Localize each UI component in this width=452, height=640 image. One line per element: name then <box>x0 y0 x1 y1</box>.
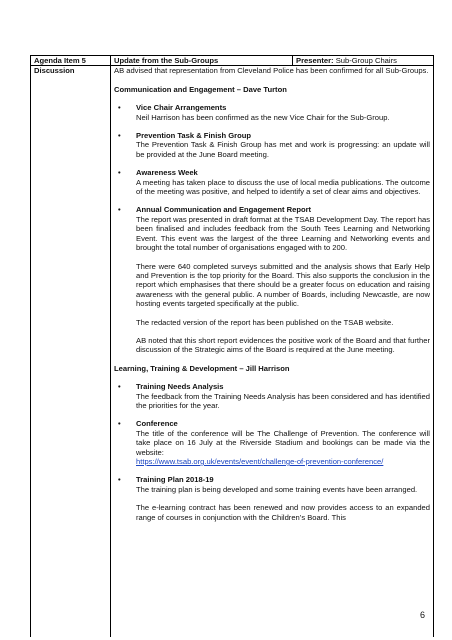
agenda-item-cell: Agenda Item 5 <box>31 56 111 66</box>
list-item <box>114 419 430 466</box>
bullet-icon: • <box>118 382 121 392</box>
item-heading: Annual Communication and Engagement Report <box>136 205 312 215</box>
item-title-cell: Update from the Sub-Groups <box>111 56 293 66</box>
intro-paragraph: AB advised that representation from Cleveland Police has been confirmed for all Sub-Groups. <box>114 66 429 76</box>
list-item <box>114 131 430 159</box>
header-row <box>31 56 434 66</box>
training-list <box>114 382 430 494</box>
bullet-icon: • <box>118 168 121 178</box>
ab-note-paragraph: AB noted that this short report evidences the positive work of the Board and that further discussion of the Strategic aims of the Board is required at the June meeting. <box>136 335 430 355</box>
communication-list <box>114 103 430 252</box>
discussion-row <box>31 66 434 638</box>
list-item <box>114 382 430 410</box>
item-text: A meeting has taken place to discuss the use of local media publications. The outcome of the meeting was positive, and helped to identify a set of clear aims and objectives. <box>136 177 430 197</box>
bullet-icon: • <box>118 131 121 141</box>
item-heading: Prevention Task & Finish Group <box>136 131 252 141</box>
section-heading-training: Learning, Training & Development – Jill Harrison <box>114 363 290 373</box>
discussion-body <box>111 66 434 638</box>
presenter-value: Sub-Group Chairs <box>335 56 397 65</box>
survey-paragraph: There were 640 completed surveys submitted and the analysis shows that Early Help and Prevention is the top priority for the Board. This also supports the conclusion in the report which emphasises that there should be a greater focus on education and raising awareness with the general public. A number of Boards, including Newcastle, are now hosting events targeted specifically at the public. <box>136 261 430 309</box>
item-heading: Conference <box>136 419 178 429</box>
item-heading: Awareness Week <box>136 168 198 178</box>
item-text: The Prevention Task & Finish Group has met and work is progressing: an update will be provided at the June Board meeting. <box>136 140 430 159</box>
page-number: 6 <box>420 610 426 620</box>
bullet-icon: • <box>118 205 121 215</box>
item-heading: Training Plan 2018-19 <box>136 475 214 485</box>
bullet-icon: • <box>118 475 121 485</box>
presenter-label: Presenter: <box>296 56 334 65</box>
bullet-icon: • <box>118 419 121 429</box>
item-heading: Vice Chair Arrangements <box>136 103 227 113</box>
item-text: The training plan is being developed and some training events have been arranged. <box>136 484 418 494</box>
item-text: The feedback from the Training Needs Analysis has been considered and has identified the priorities for the year. <box>136 391 430 410</box>
list-item <box>114 168 430 196</box>
discussion-label: Discussion <box>31 66 111 638</box>
item-text: The report was presented in draft format at the TSAB Development Day. The report has been finalised and includes feedback from the South Tees Learning and Networking Event. This event was the largest of the three Learning and Networking events and brought the total number of organisations engaged with to 200. <box>136 214 430 253</box>
elearning-paragraph: The e-learning contract has been renewed and now provides access to an expanded range of courses in conjunction with the Children’s Board. This <box>136 503 430 522</box>
redacted-paragraph: The redacted version of the report has been published on the TSAB website. <box>136 317 394 327</box>
bullet-icon: • <box>118 103 121 113</box>
conference-link[interactable]: https://www.tsab.org.uk/events/event/challenge-of-prevention-conference/ <box>136 457 384 466</box>
list-item <box>114 475 430 494</box>
list-item <box>114 103 430 122</box>
section-heading-communication: Communication and Engagement – Dave Turton <box>114 84 287 94</box>
item-text: Neil Harrison has been confirmed as the new Vice Chair for the Sub-Group. <box>136 112 390 122</box>
presenter-cell <box>293 56 434 66</box>
item-heading: Training Needs Analysis <box>136 382 224 392</box>
minutes-table <box>30 55 434 637</box>
list-item <box>114 205 430 252</box>
item-text: The title of the conference will be The Challenge of Prevention. The conference will take place on 16 July at the Riverside Stadium and bookings can be made via the website: <box>136 428 430 457</box>
